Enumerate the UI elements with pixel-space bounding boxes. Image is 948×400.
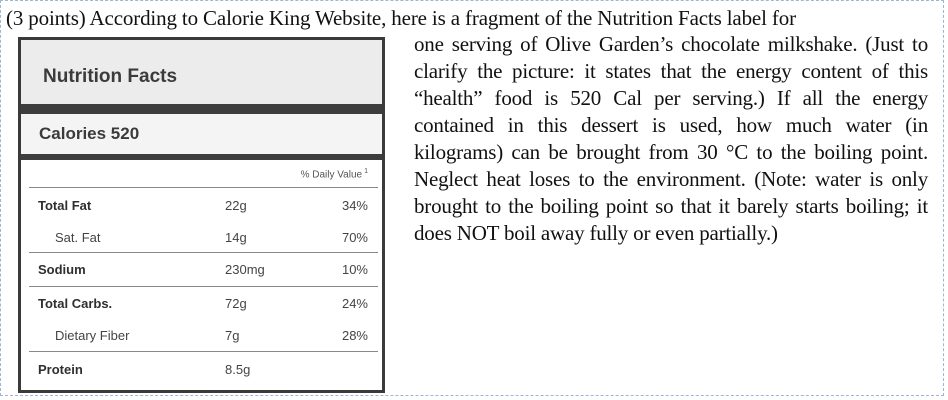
row-divider [29,187,378,188]
nutrient-percent: 10% [341,262,368,277]
nutrient-name: Sat. Fat [55,230,101,245]
nutrient-row [21,190,382,222]
question-body: one serving of Olive Garden’s chocolate milkshake. (Just to clarify the picture: it states that the energy content of this “health” food is 520 Cal per serving.) If all the energy contained in this dessert is used, how much water (in kilograms) can be brought from 30 °C to the boiling point. Neglect heat loses to the environment. (Note: water is only brought to the boiling point so that it barely starts boiling; it does NOT boil away fully or even partially.) [414,32,928,245]
nutrient-amount: 8.5g [225,362,251,377]
calories-text: Calories 520 [39,124,140,143]
row-divider [29,252,378,253]
nutrient-percent: 70% [341,230,368,245]
daily-value-label: % Daily Value [300,169,363,181]
label-header [21,40,382,104]
nutrient-amount: 14g [225,230,247,245]
row-divider [29,351,378,352]
question-intro: (3 points) According to Calorie King Website, here is a fragment of the Nutrition Facts label for [6,6,796,30]
nutrient-percent: 28% [341,328,368,343]
nutrient-name: Total Carbs. [38,296,113,311]
nutrient-amount: 7g [225,328,240,343]
label-title: Nutrition Facts [43,66,178,87]
thick-divider [21,154,382,160]
daily-value-header [301,168,368,180]
nutrient-percent: 24% [341,296,368,311]
nutrient-amount: 72g [225,296,247,311]
thick-divider [21,104,382,114]
nutrient-amount: 22g [225,198,247,213]
nutrient-row [21,288,382,320]
nutrient-name: Protein [38,362,83,377]
nutrient-name: Sodium [38,262,86,277]
calories-row [21,114,382,154]
nutrient-name: Total Fat [38,198,92,213]
nutrient-name: Dietary Fiber [55,328,130,343]
nutrient-row [21,354,382,386]
nutrient-amount: 230mg [225,262,265,277]
nutrient-percent: 34% [341,198,368,213]
row-divider [29,286,378,287]
nutrition-facts-label [18,37,385,393]
nutrient-row [21,320,382,352]
nutrient-row [21,254,382,286]
footnote-mark: 1 [364,168,368,175]
nutrient-row [21,222,382,254]
